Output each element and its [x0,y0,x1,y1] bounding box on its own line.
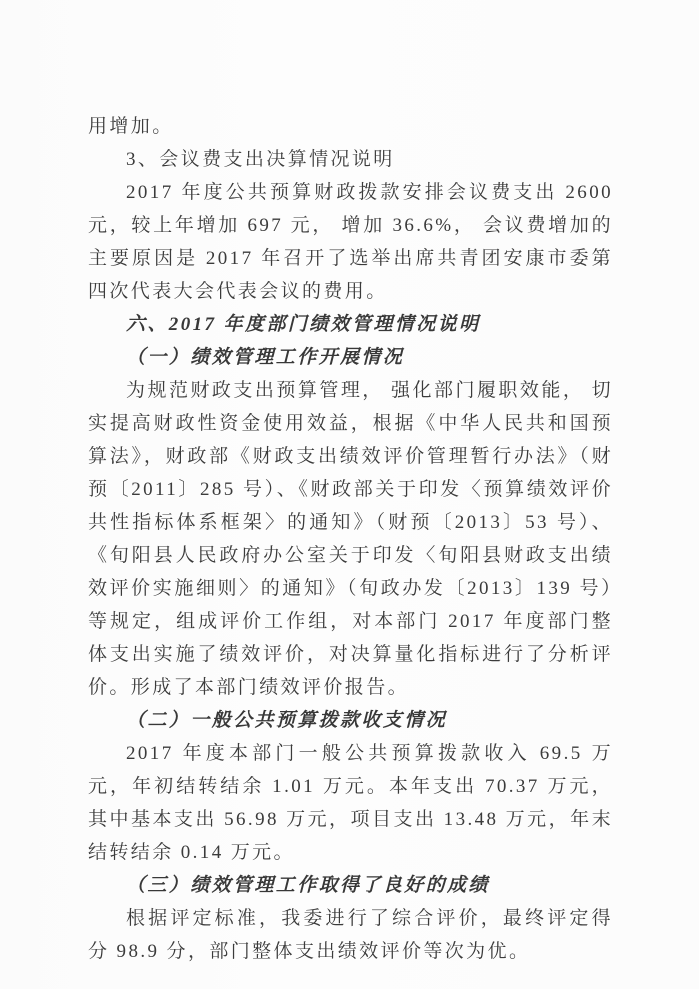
paragraph: 2017 年度本部门一般公共预算拨款收入 69.5 万元，年初结转结余 1.01 万元。本年支出 70.37 万元，其中基本支出 56.98 万元，项目支出 13.48 万元，年末结转结余 0.14 万元。 [88,743,613,863]
paragraph: 根据评定标准，我委进行了综合评价，最终评定得分 98.9 分，部门整体支出绩效评价等次为优。 [88,908,613,962]
section-heading: （三）绩效管理工作取得了良好的成绩 [126,875,490,896]
paragraph: 2017 年度公共预算财政拨款安排会议费支出 2600 元，较上年增加 697 元， 增加 36.6%， 会议费增加的主要原因是 2017 年召开了选举出席共青团安康市委第四次代表大会代表会议的费用。 [88,182,613,302]
paragraph: 为规范财政支出预算管理， 强化部门履职效能， 切实提高财政性资金使用效益，根据《中华人民共和国预算法》，财政部《财政支出绩效评价管理暂行办法》（财预〔2011〕285 号）、《财政部关于印发〈预算绩效评价共性指标体系框架〉的通知》（财预〔2013〕53 号）、《旬阳县人民政府办公室关于印发〈旬阳县财政支出绩效评价实施细则〉的通知》（旬政办发〔2013〕139 号）等规定，组成评价工作组，对本部门 2017 年度部门整体支出实施了绩效评价，对决算量化指标进行了分析评价。形成了本部门绩效评价报告。 [88,380,613,698]
sub-heading: 3、会议费支出决算情况说明 [126,149,395,170]
section-heading: 六、2017 年度部门绩效管理情况说明 [126,314,481,335]
paragraph-continuation: 用增加。 [88,116,174,137]
section-heading: （二）一般公共预算拨款收支情况 [126,710,448,731]
section-heading: （一）绩效管理工作开展情况 [126,347,405,368]
